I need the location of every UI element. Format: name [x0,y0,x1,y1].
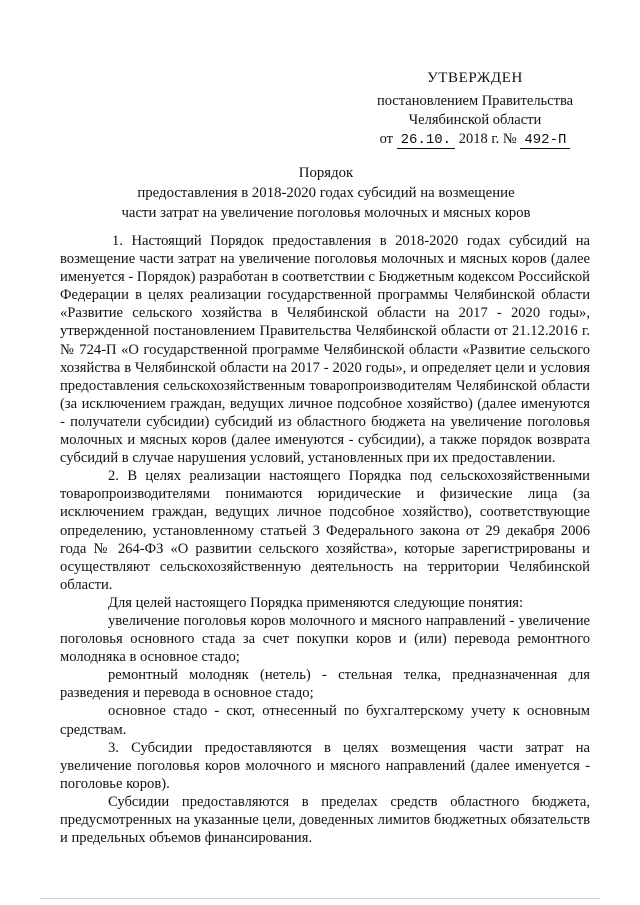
page-bottom-divider [40,898,600,899]
document-body [60,232,590,847]
paragraph-5: ремонтный молодняк (нетель) - стельная телка, предназначенная для разведения и перевода в основное стадо; [60,667,590,702]
paragraph-8: Субсидии предоставляются в пределах средств областного бюджета, предусмотренных на указанные цели, доведенных лимитов бюджетных обязательств и предельных объемов финансирования. [60,793,590,847]
document-title [60,163,592,223]
approval-heading: УТВЕРЖДЕН [427,70,523,86]
title-line-1: Порядок [298,165,354,181]
paragraph-3: Для целей настоящего Порядка применяются следующие понятия: [108,594,524,611]
approval-line-1: постановлением Правительства [376,93,574,109]
document-number: 492-П [520,132,570,149]
paragraph-1: 1. Настоящий Порядок предоставления в 2018-2020 годах субсидий на возмещение части затрат на увеличение поголовья молочных и мясных коров (далее именуется - Порядок) разработан в соответствии с Бюджетным кодексом Российской Федерации в целях реализации государственной программы Челябинской области «Развитие сельского хозяйства в Челябинской области на 2017 - 2020 годы», утвержденной постановлением Правительства Челябинской области от 21.12.2016 г. № 724-П «О государственной программе Челябинской области «Развитие сельского хозяйства в Челябинской области на 2017 - 2020 годы», и определяет цели и условия предоставления сельскохозяйственным товаропроизводителям Челябинской области (за исключением граждан, ведущих личное подсобное хозяйство) (далее именуются - получатели субсидии) субсидий из областного бюджета на увеличение поголовья молочных и мясных коров (далее именуются - субсидии), а также порядок возврата субсидий в случае нарушения условий, установленных при их предоставлении. [60,233,590,467]
date-value: 26.10. [397,132,455,149]
paragraph-7: 3. Субсидии предоставляются в целях возмещения части затрат на увеличение поголовья коров молочного и мясного направлений (далее именуется - поголовье коров). [60,739,590,792]
date-year: 2018 г. № [458,131,517,147]
approval-date-line [360,130,590,150]
paragraph-6: основное стадо - скот, отнесенный по бухгалтерскому учету к основным средствам. [60,703,590,738]
title-line-3: части затрат на увеличение поголовья молочных и мясных коров [121,205,531,221]
paragraph-2: 2. В целях реализации настоящего Порядка под сельскохозяйственными товаропроизводителями понимаются юридические и физические лица (за исключением граждан, ведущих личное подсобное хозяйство), соответствующие определению, установленному статьей 3 Федерального закона от 29 декабря 2006 года № 264-ФЗ «О развитии сельского хозяйства», которые зарегистрированы и осуществляют сельскохозяйственную деятельность на территории Челябинской области. [60,468,590,593]
approval-line-2: Челябинской области [408,112,542,128]
approval-stamp [360,69,590,150]
title-line-2: предоставления в 2018-2020 годах субсидий на возмещение [137,185,515,201]
date-prefix: от [379,131,394,147]
paragraph-4: увеличение поголовья коров молочного и мясного направлений - увеличение поголовья основного стада за счет покупки коров и (или) перевода ремонтного молодняка в основное стадо; [60,612,590,666]
